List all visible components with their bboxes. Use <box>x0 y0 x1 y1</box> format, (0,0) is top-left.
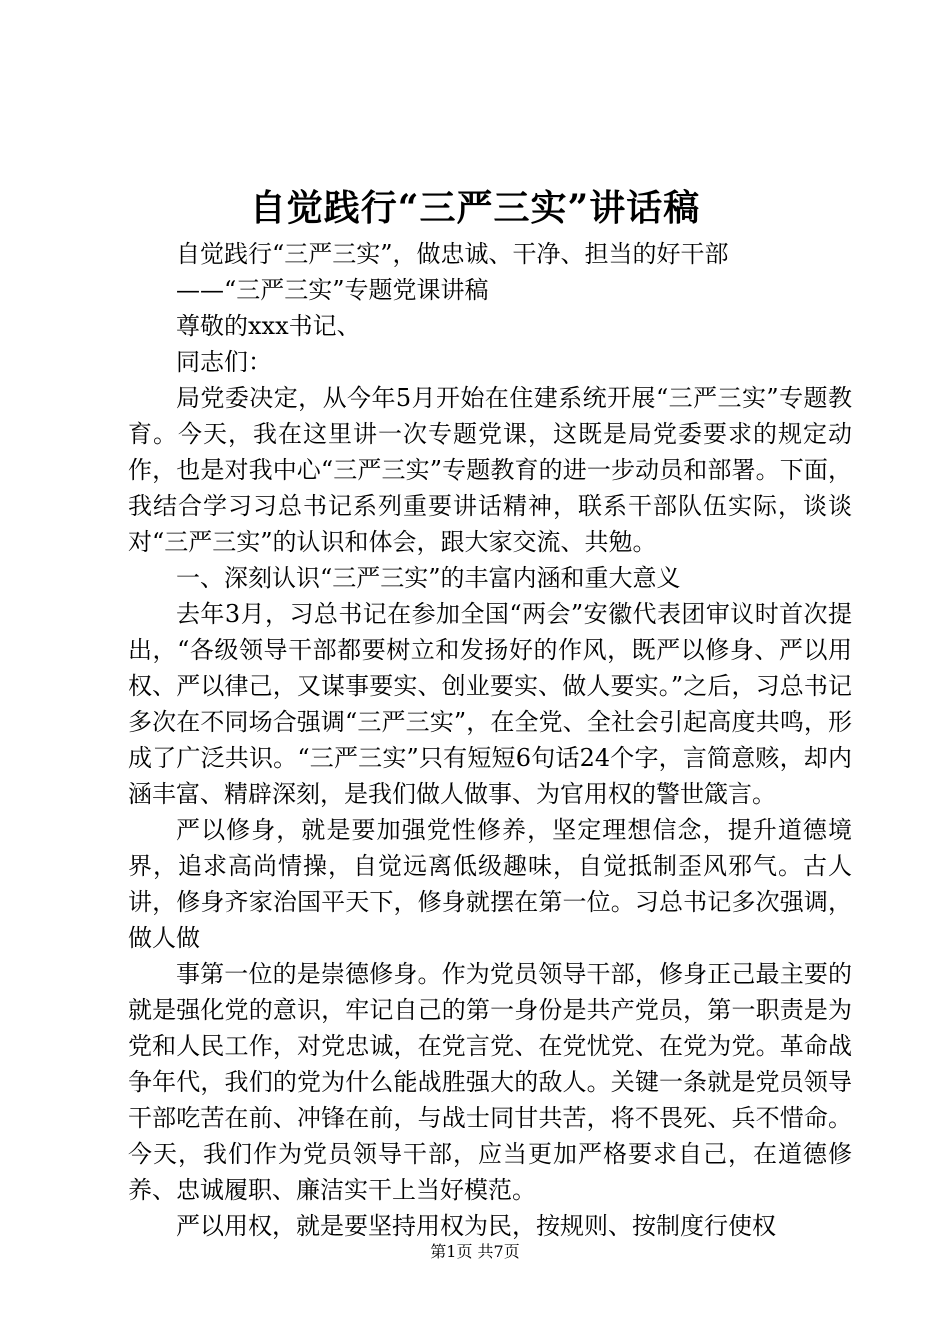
page-footer: 第1页 共7页 <box>430 1242 520 1261</box>
body-paragraph: 去年3月，习总书记在参加全国“两会”安徽代表团审议时首次提出，“各级领导干部都要树立和发扬好的作风，既严以修身、严以用权、严以律己，又谋事要实、创业要实、做人要实。”之后，习总书记多次在不同场合强调“三严三实”，在全党、全社会引起高度共鸣，形成了广泛共识。“三严三实”只有短短6句话24个字，言简意赅，却内涵丰富、精辟深刻，是我们做人做事、为官用权的警世箴言。 <box>128 600 852 808</box>
document-title: 自觉践行“三严三实”讲话稿 <box>249 187 701 229</box>
body-paragraph: 严以用权，就是要坚持用权为民，按规则、按制度行使权 <box>176 1212 776 1240</box>
subtitle-line-2: ——“三严三实”专题党课讲稿 <box>176 276 489 304</box>
document-body <box>128 236 852 1244</box>
salutation-line-1: 尊敬的xxx书记、 <box>176 312 361 340</box>
subtitle-line-1: 自觉践行“三严三实”，做忠诚、干净、担当的好干部 <box>176 240 729 268</box>
body-paragraph: 事第一位的是崇德修身。作为党员领导干部，修身正己最主要的就是强化党的意识，牢记自己的第一身份是共产党员，第一职责是为党和人民工作，对党忠诚，在党言党、在党忧党、在党为党。革命战争年代，我们的党为什么能战胜强大的敌人。关键一条就是党员领导干部吃苦在前、冲锋在前，与战士同甘共苦，将不畏死、兵不惜命。今天，我们作为党员领导干部，应当更加严格要求自己，在道德修养、忠诚履职、廉洁实干上当好模范。 <box>128 960 852 1204</box>
salutation-line-2: 同志们： <box>176 348 272 376</box>
body-paragraph: 局党委决定，从今年5月开始在住建系统开展“三严三实”专题教育。今天，我在这里讲一次专题党课，这既是局党委要求的规定动作，也是对我中心“三严三实”专题教育的进一步动员和部署。下面，我结合学习习总书记系列重要讲话精神，联系干部队伍实际，谈谈对“三严三实”的认识和体会，跟大家交流、共勉。 <box>128 384 852 556</box>
body-paragraph: 严以修身，就是要加强党性修养，坚定理想信念，提升道德境界，追求高尚情操，自觉远离低级趣味，自觉抵制歪风邪气。古人讲，修身齐家治国平天下，修身就摆在第一位。习总书记多次强调，做人做 <box>128 816 852 952</box>
section-heading: 一、深刻认识“三严三实”的丰富内涵和重大意义 <box>176 564 681 592</box>
